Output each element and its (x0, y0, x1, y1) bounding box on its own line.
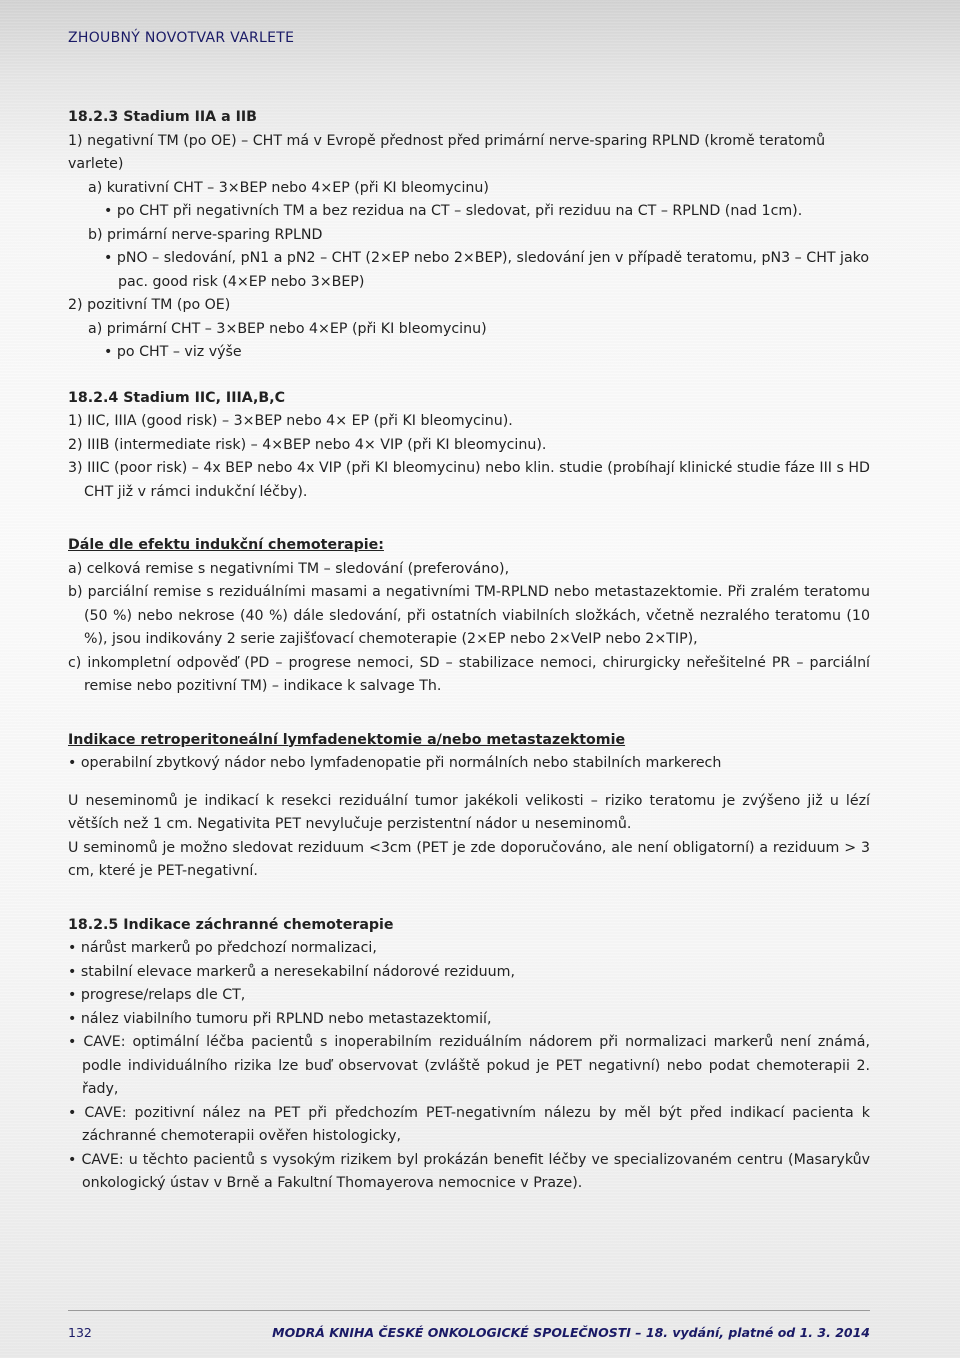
bullet-item: • progrese/relaps dle CT, (68, 987, 246, 1003)
paragraph: a) kurativní CHT – 3×BEP nebo 4×EP (při KI bleomycinu) (88, 179, 489, 196)
document-body (68, 106, 870, 1196)
paragraph: 3) IIIC (poor risk) – 4x BEP nebo 4x VIP (při KI bleomycinu) nebo klin. studie (probíhají klinické studie fáze III s HD CHT již v rámci indukční léčby). (68, 460, 870, 500)
bullet-item: • CAVE: optimální léčba pacientů s inoperabilním reziduálním nádorem při normalizaci markerů není známá, podle individuálního rizika lze buď observovat (zvláště pokud je PET negativní) nebo podat chemoterapii 2. řady, (68, 1034, 870, 1097)
paragraph: b) parciální remise s reziduálními masami a negativními TM-RPLND nebo metastazektomie. Při zralém teratomu (50 %) nebo nekrose (40 %) dále sledování, při ostatních viabilních složkách, včetně nezralého teratomu (10 %), jsou indikovány 2 serie zajišťovací chemoterapie (2×EP nebo 2×VeIP nebo 2×TIP), (68, 584, 870, 647)
section-heading-stadium-iia-iib: 18.2.3 Stadium IIA a IIB (68, 109, 257, 125)
paragraph: U neseminomů je indikací k resekci reziduální tumor jakékoli velikosti – riziko teratomu je zvýšeno již u lézí větších než 1 cm. Negativita PET nevylučuje perzistentní nádor u neseminomů. (68, 792, 870, 832)
paragraph: 1) IIC, IIIA (good risk) – 3×BEP nebo 4× EP (při KI bleomycinu). (68, 413, 513, 429)
section-heading-induction-effect: Dále dle efektu indukční chemoterapie: (68, 537, 384, 553)
paragraph: U seminomů je možno sledovat reziduum <3cm (PET je zde doporučováno, ale není obligatorní) a reziduum > 3 cm, které je PET-negativní. (68, 839, 870, 879)
paragraph: c) inkompletní odpověď (PD – progrese nemoci, SD – stabilizace nemoci, chirurgicky neřešitelné PR – parciální remise nebo pozitivní TM) – indikace k salvage Th. (68, 654, 870, 694)
page-number: 132 (68, 1325, 92, 1340)
paragraph: a) primární CHT – 3×BEP nebo 4×EP (při KI bleomycinu) (88, 320, 487, 337)
paragraph: 1) negativní TM (po OE) – CHT má v Evropě přednost před primární nerve-sparing RPLND (kromě teratomů varlete) (68, 132, 826, 172)
section-heading-rplnd-indication: Indikace retroperitoneální lymfadenektomie a/nebo metastazektomie (68, 731, 626, 748)
bullet-item: • po CHT při negativních TM a bez rezidua na CT – sledovat, při reziduu na CT – RPLND (nad 1cm). (104, 203, 803, 219)
bullet-item: • nárůst markerů po předchozí normalizaci, (68, 940, 377, 956)
bullet-item: • operabilní zbytkový nádor nebo lymfadenopatie při normálních nebo stabilních markerech (68, 755, 722, 771)
bullet-item: • CAVE: u těchto pacientů s vysokým rizikem byl prokázán benefit léčby ve specializovaném centru (Masarykův onkologický ústav v Brně a Fakultní Thomayerova nemocnice v Praze). (68, 1151, 870, 1191)
bullet-item: • nález viabilního tumoru při RPLND nebo metastazektomií, (68, 1010, 492, 1027)
bullet-item: • CAVE: pozitivní nález na PET při předchozím PET-negativním nálezu by měl být před indikací pacienta k záchranné chemoterapii ověřen histologicky, (68, 1104, 870, 1144)
paragraph: 2) pozitivní TM (po OE) (68, 297, 231, 313)
paragraph: a) celková remise s negativními TM – sledování (preferováno), (68, 560, 510, 577)
footer-book-title: MODRÁ KNIHA ČESKÉ ONKOLOGICKÉ SPOLEČNOSTI – 18. vydání, platné od 1. 3. 2014 (272, 1325, 870, 1340)
bullet-item: • po CHT – viz výše (104, 344, 242, 360)
bullet-item: • stabilní elevace markerů a neresekabilní nádorové reziduum, (68, 963, 515, 980)
footer-divider (68, 1310, 870, 1311)
section-heading-salvage-chemo: 18.2.5 Indikace záchranné chemoterapie (68, 916, 394, 933)
running-header: ZHOUBNÝ NOVOTVAR VARLETE (68, 30, 295, 46)
paragraph: 2) IIIB (intermediate risk) – 4×BEP nebo 4× VIP (při KI bleomycinu). (68, 436, 547, 453)
bullet-item: • pNO – sledování, pN1 a pN2 – CHT (2×EP nebo 2×BEP), sledování jen v případě teratomu, pN3 – CHT jako pac. good risk (4×EP nebo 3×BEP) (104, 250, 870, 290)
paragraph: b) primární nerve-sparing RPLND (88, 226, 323, 243)
section-heading-stadium-iic: 18.2.4 Stadium IIC, IIIA,B,C (68, 389, 286, 406)
